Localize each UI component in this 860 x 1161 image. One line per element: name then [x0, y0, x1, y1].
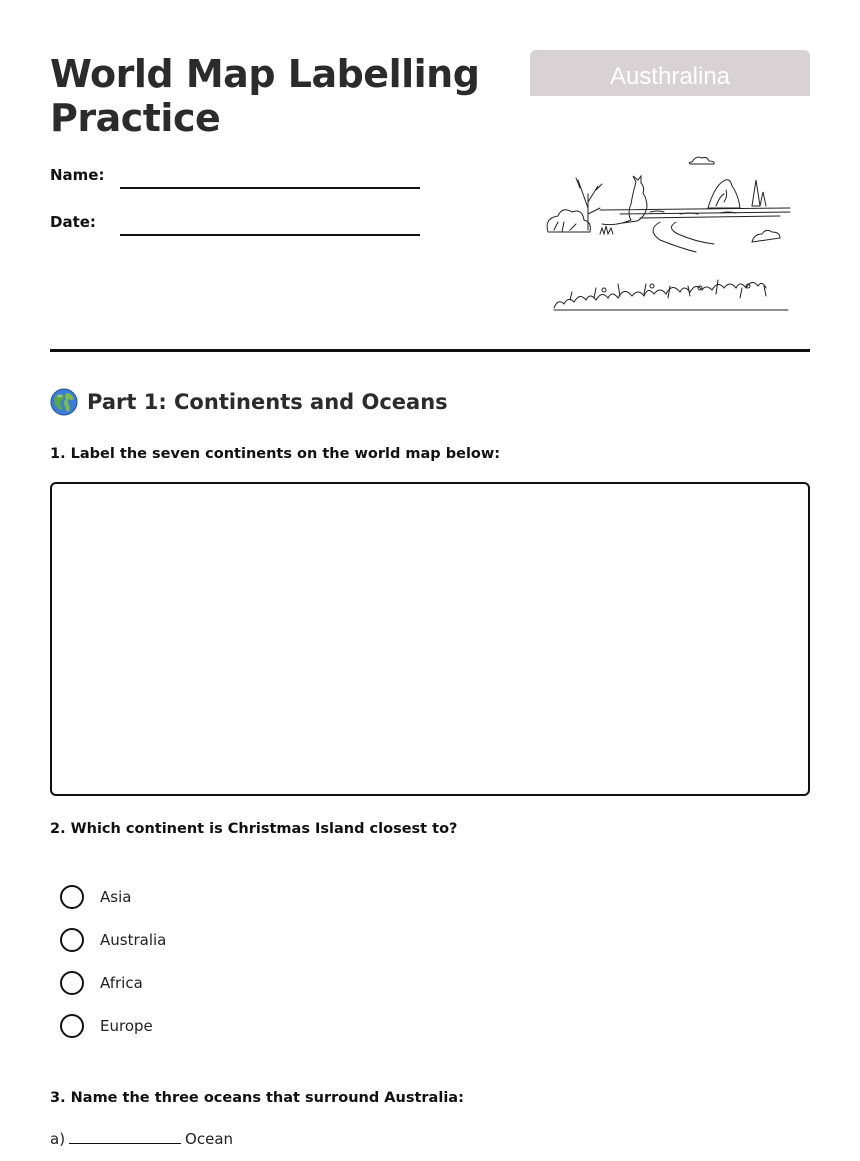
option-label: Australia — [100, 931, 167, 949]
name-label: Name: — [50, 166, 105, 184]
world-map-box[interactable] — [50, 482, 810, 796]
answer-a-blank[interactable] — [69, 1129, 181, 1144]
name-field[interactable] — [120, 187, 420, 189]
australia-landscape-illustration — [540, 150, 800, 320]
globe-icon — [50, 388, 78, 416]
option-australia[interactable] — [60, 928, 166, 952]
option-asia[interactable] — [60, 885, 131, 909]
radio-europe[interactable] — [60, 1014, 84, 1038]
title-line-2: Practice — [50, 96, 221, 140]
answer-a-prefix: a) — [50, 1130, 66, 1148]
date-label: Date: — [50, 213, 96, 231]
header-divider — [50, 349, 810, 352]
region-badge: Austhralina — [530, 50, 810, 96]
title-line-1: World Map Labelling — [50, 52, 480, 96]
answer-a-suffix: Ocean — [185, 1130, 234, 1148]
section-heading-part-1 — [50, 388, 448, 416]
date-field[interactable] — [120, 234, 420, 236]
option-africa[interactable] — [60, 971, 143, 995]
option-label: Asia — [100, 888, 132, 906]
worksheet-title — [50, 52, 520, 140]
answer-a-row — [50, 1129, 233, 1148]
radio-asia[interactable] — [60, 885, 84, 909]
section-heading-text: Part 1: Continents and Oceans — [87, 390, 448, 414]
question-3: 3. Name the three oceans that surround Australia: — [50, 1090, 464, 1106]
radio-africa[interactable] — [60, 971, 84, 995]
question-2: 2. Which continent is Christmas Island closest to? — [50, 821, 458, 837]
question-1: 1. Label the seven continents on the world map below: — [50, 446, 501, 462]
option-label: Africa — [100, 974, 143, 992]
option-europe[interactable] — [60, 1014, 153, 1038]
option-label: Europe — [100, 1017, 153, 1035]
radio-australia[interactable] — [60, 928, 84, 952]
